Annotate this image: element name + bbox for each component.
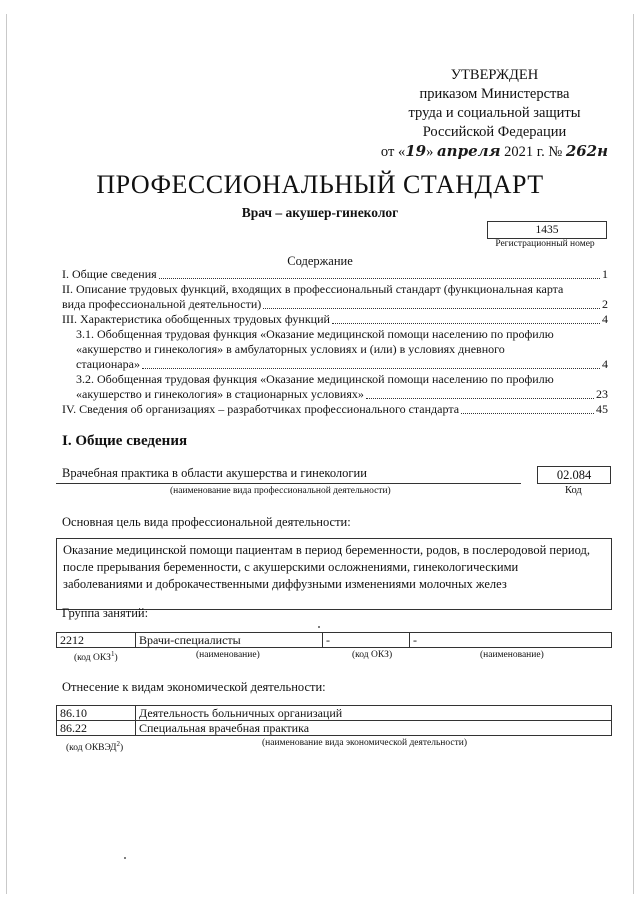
toc-item-text-cont: «акушерство и гинекология» в амбулаторных условиях и (или) в условиях дневного: [76, 342, 505, 356]
table-row: [57, 633, 612, 648]
occupation-group-table: [56, 632, 612, 648]
activity-caption: (наименование вида профессиональной деятельности): [170, 486, 391, 496]
toc-item-1[interactable]: [62, 267, 608, 282]
approval-date: [372, 142, 617, 162]
goal-line: заболеваниями и доброкачественными диффузными изменениями молочных желез: [63, 577, 507, 591]
toc-item-text: IV. Сведения об организациях – разработчиках профессионального стандарта: [62, 402, 460, 416]
table-cell: 2212: [57, 633, 136, 648]
table-cell: Специальная врачебная практика: [136, 721, 612, 736]
activity-code-label: Код: [565, 485, 582, 496]
handwritten-number: 262н: [565, 142, 609, 160]
handwritten-month: апреля: [436, 142, 501, 160]
caption-name-1: (наименование): [196, 650, 260, 660]
caption-okz-code-2: (код ОКЗ): [352, 650, 393, 660]
caption-text: ): [114, 653, 118, 664]
toc-item-page: 4: [602, 357, 608, 371]
toc-item-text-cont: вида профессиональной деятельности): [62, 297, 262, 311]
toc-item-text: 3.1. Обобщенная трудовая функция «Оказание медицинской помощи населению по профилю: [76, 327, 554, 341]
approval-block: [372, 66, 617, 162]
table-cell: Врачи-специалисты: [136, 633, 323, 648]
toc-item-page: 4: [602, 312, 608, 326]
approval-title: УТВЕРЖДЕН: [450, 67, 539, 83]
toc-item-text-cont: «акушерство и гинекология» в стационарных условиях»: [76, 387, 364, 401]
economic-activity-table: [56, 705, 612, 736]
table-cell: Деятельность больничных организаций: [136, 706, 612, 721]
table-cell: 86.22: [57, 721, 136, 736]
caption-name-2: (наименование): [480, 650, 544, 660]
goal-line: после прерывания беременности, с акушерскими осложнениями, гинекологическими: [63, 560, 519, 574]
toc-item-page: 23: [596, 387, 608, 401]
scan-speck: [124, 857, 126, 859]
toc-item-3-2[interactable]: [76, 372, 608, 402]
econ-label: Отнесение к видам экономической деятельности:: [62, 680, 326, 694]
toc-item-3[interactable]: [62, 312, 608, 327]
activity-underline: [56, 483, 521, 484]
caption-text: (код ОКЗ: [74, 653, 111, 664]
caption-text: ): [119, 743, 124, 754]
footnote-mark: 2: [116, 740, 120, 748]
activity-code-box: 02.084: [537, 466, 611, 484]
registration-number-label: Регистрационный номер: [495, 239, 595, 249]
date-year: 2021 г. №: [500, 144, 566, 160]
registration-number-box: 1435: [487, 221, 607, 239]
toc-item-text: I. Общие сведения: [62, 267, 157, 281]
date-prefix: от «: [380, 144, 406, 160]
document-title: ПРОФЕССИОНАЛЬНЫЙ СТАНДАРТ: [96, 170, 544, 199]
goal-box: [56, 538, 612, 610]
activity-name: Врачебная практика в области акушерства и гинекологии: [62, 466, 367, 480]
approval-line-4: Российской Федерации: [422, 124, 567, 140]
table-row: [57, 721, 612, 736]
section-heading: I. Общие сведения: [62, 433, 188, 449]
toc-item-text: III. Характеристика обобщенных трудовых функций: [62, 312, 330, 326]
toc-item-text: 3.2. Обобщенная трудовая функция «Оказание медицинской помощи населению по профилю: [76, 372, 554, 386]
document-subtitle: Врач – акушер-гинеколог: [241, 205, 399, 220]
toc-item-text: II. Описание трудовых функций, входящих в профессиональный стандарт (функциональная карта: [62, 282, 564, 296]
toc-item-4[interactable]: [62, 402, 608, 417]
contents-title: Содержание: [287, 254, 353, 268]
table-cell: -: [323, 633, 410, 648]
toc-item-3-1[interactable]: [76, 327, 608, 372]
toc-item-page: 1: [602, 267, 608, 281]
table-cell: 86.10: [57, 706, 136, 721]
handwritten-day: 19: [405, 142, 427, 160]
date-mid: »: [426, 144, 437, 160]
footnote-mark: 1: [110, 650, 115, 658]
approval-line-2: приказом Министерства: [419, 86, 570, 102]
toc-item-page: 45: [596, 402, 608, 416]
caption-okved-code: [66, 740, 123, 753]
caption-okz-code: [74, 650, 118, 663]
caption-text: (код ОКВЭД: [66, 743, 117, 754]
goal-line: Оказание медицинской помощи пациентам в период беременности, родов, в послеродовой период,: [63, 543, 590, 557]
table-row: [57, 706, 612, 721]
toc-item-page: 2: [602, 297, 608, 311]
group-label: Группа занятий:: [62, 606, 149, 620]
toc-item-text-cont2: стационара»: [76, 357, 140, 371]
approval-line-3: труда и социальной защиты: [408, 105, 581, 121]
table-cell: -: [410, 633, 612, 648]
caption-econ-name: (наименование вида экономической деятельности): [262, 738, 467, 748]
scan-speck: [318, 626, 320, 628]
toc-item-2[interactable]: [62, 282, 608, 312]
goal-label: Основная цель вида профессиональной деятельности:: [62, 515, 351, 529]
